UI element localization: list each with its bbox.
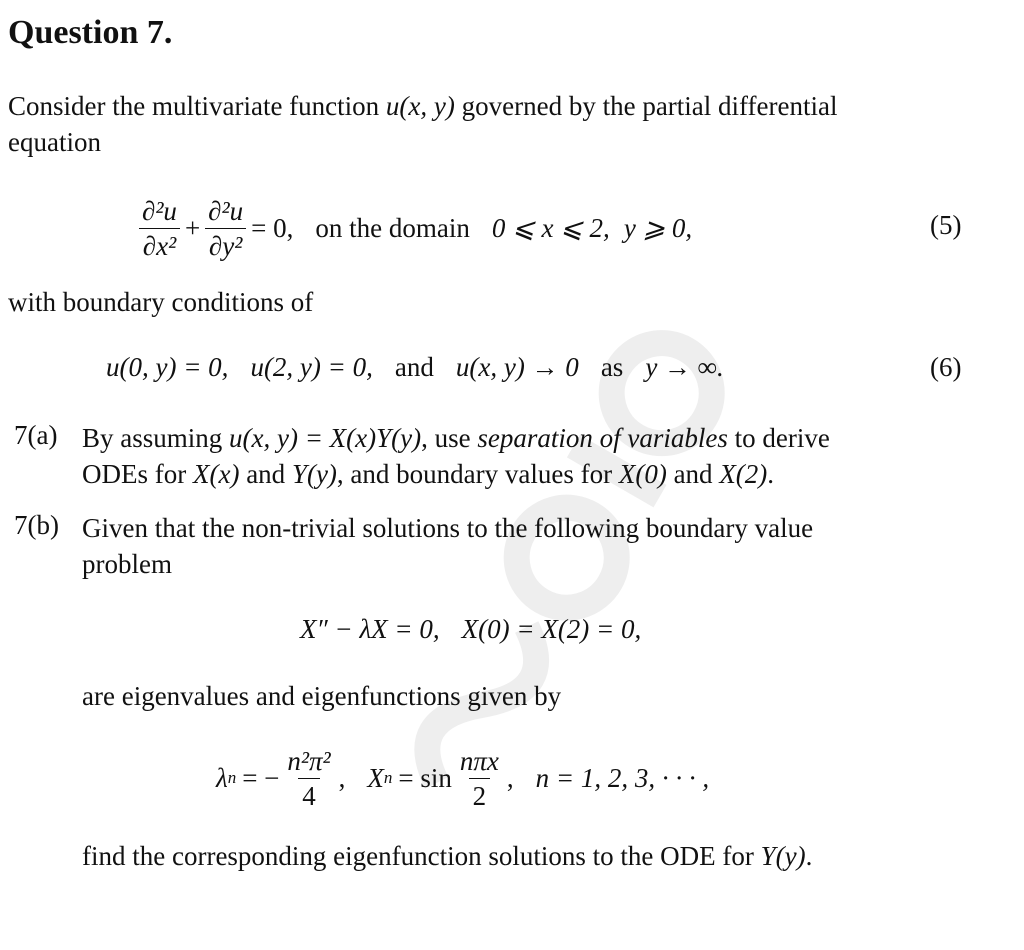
- bvp-equation: X″ − λX = 0, X(0) = X(2) = 0,: [300, 614, 642, 644]
- intro-text-3: equation: [8, 127, 101, 157]
- eigen-intro: are eigenvalues and eigenfunctions given by: [82, 681, 562, 711]
- eigen-equation: λ n = − $\frac{\text{n²π²}}{4}$ , X n = sin $\frac{\text{nπx}}{2}$ , n = 1, 2, 3, · · · ,: [216, 745, 710, 811]
- part-a-text: By assuming u(x, y) = X(x)Y(y), use separation of variables to derive ODEs for X(x) and Y(y), and boundary values for X(0) and X(2).: [82, 423, 830, 489]
- equation-number-6: (6): [930, 352, 962, 382]
- boundary-intro: with boundary conditions of: [8, 287, 314, 317]
- equation-5: $\frac{\text{∂²u}}{\text{∂x²}}$ + $\frac{\text{∂²u}}{\text{∂y²}}$ = 0, on the domain 0 ⩽ x ⩽ 2, y ⩾ 0,: [134, 188, 692, 268]
- equation-6: u(0, y) = 0, u(2, y) = 0, and u(x, y) → 0 as y → ∞.: [106, 352, 724, 382]
- question-title: Question 7.: [8, 14, 173, 51]
- equation-number-5: (5): [930, 210, 962, 240]
- part-a-label: 7(a): [14, 420, 58, 450]
- intro-function: u(x, y): [385, 91, 455, 121]
- emphasis-separation: separation of variables: [477, 423, 728, 453]
- part-b-text: Given that the non-trivial solutions to the following boundary value problem: [82, 513, 814, 579]
- intro-text: Consider the multivariate function: [8, 91, 386, 121]
- domain-text: on the domain: [315, 212, 470, 243]
- fraction-lambda: $\frac{\text{n²π²}}{4}$: [287, 745, 331, 811]
- domain-y: y ⩾ 0,: [623, 212, 693, 243]
- domain-x: 0 ⩽ x ⩽ 2,: [491, 212, 610, 243]
- intro-paragraph: [8, 88, 988, 160]
- fraction-sine-arg: $\frac{\text{nπx}}{2}$: [459, 745, 499, 811]
- final-instruction: find the corresponding eigenfunction solutions to the ODE for Y(y).: [82, 841, 813, 871]
- part-b-label: 7(b): [14, 510, 59, 540]
- fraction-d2u-dx2: $\frac{\text{∂²u}}{\text{∂x²}}$: [138, 196, 181, 261]
- fraction-d2u-dy2: $\frac{\text{∂²u}}{\text{∂y²}}$: [204, 196, 247, 261]
- intro-text-2: governed by the partial differential: [454, 91, 838, 121]
